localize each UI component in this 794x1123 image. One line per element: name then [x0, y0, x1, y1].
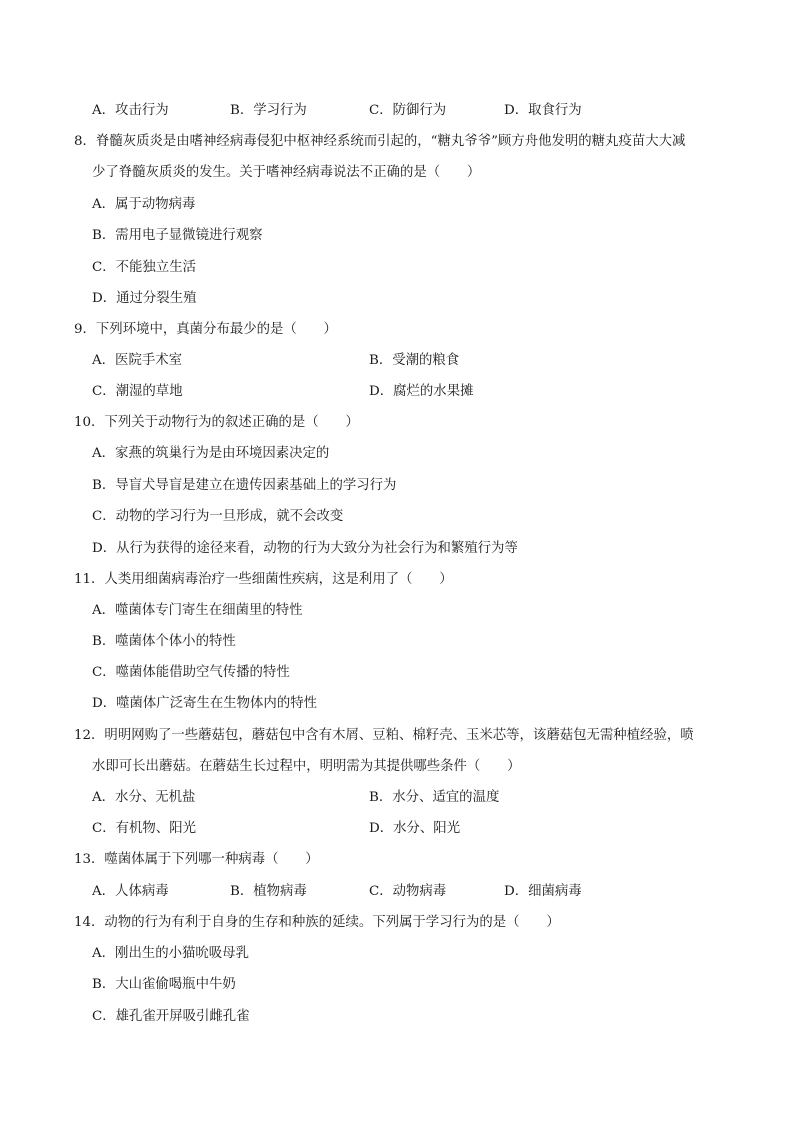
q7-option-c[interactable]: C．防御行为	[369, 103, 447, 118]
q10-option-b[interactable]: B．导盲犬导盲是建立在遗传因素基础上的学习行为	[92, 478, 397, 493]
q14-option-c[interactable]: C．雄孔雀开屏吸引雌孔雀	[92, 1009, 250, 1024]
q11-option-c[interactable]: C．噬菌体能借助空气传播的特性	[92, 665, 290, 680]
q8-option-a[interactable]: A．属于动物病毒	[92, 197, 196, 212]
q13-option-a[interactable]: A．人体病毒	[92, 884, 169, 899]
q13-stem: 13．噬菌体属于下列哪一种病毒（ ）	[74, 852, 319, 867]
q12-option-c[interactable]: C．有机物、阳光	[92, 821, 196, 836]
q9-option-b[interactable]: B．受潮的粮食	[369, 353, 460, 368]
q12-option-b[interactable]: B．水分、适宜的温度	[369, 790, 500, 805]
q7-option-d[interactable]: D．取食行为	[504, 103, 582, 118]
q13-option-b[interactable]: B．植物病毒	[230, 884, 307, 899]
q8-option-d[interactable]: D．通过分裂生殖	[92, 291, 197, 306]
q8-stem-line2: 少了脊髓灰质炎的发生。关于嗜神经病毒说法不正确的是（ ）	[92, 165, 481, 180]
q11-stem: 11．人类用细菌病毒治疗一些细菌性疾病，这是利用了（ ）	[74, 572, 453, 587]
q10-stem: 10．下列关于动物行为的叙述正确的是（ ）	[74, 415, 359, 430]
q9-option-d[interactable]: D．腐烂的水果摊	[369, 384, 474, 399]
q10-option-c[interactable]: C．动物的学习行为一旦形成，就不会改变	[92, 509, 344, 524]
q8-stem-line1: 8．脊髓灰质炎是由嗜神经病毒侵犯中枢神经系统而引起的，“糖丸爷爷”顾方舟他发明的糖丸疫苗大大减	[74, 134, 686, 149]
q11-option-a[interactable]: A．噬菌体专门寄生在细菌里的特性	[92, 603, 303, 618]
q12-option-a[interactable]: A．水分、无机盐	[92, 790, 196, 805]
q7-option-a[interactable]: A．攻击行为	[92, 103, 169, 118]
q12-option-d[interactable]: D．水分、阳光	[369, 821, 461, 836]
q13-option-c[interactable]: C．动物病毒	[369, 884, 447, 899]
q8-option-b[interactable]: B．需用电子显微镜进行观察	[92, 228, 263, 243]
q12-stem-line1: 12．明明网购了一些蘑菇包，蘑菇包中含有木屑、豆粕、棉籽壳、玉米芯等，该蘑菇包无需种植经验，喷	[74, 728, 694, 743]
q14-option-a[interactable]: A．刚出生的小猫吮吸母乳	[92, 946, 249, 961]
q11-option-b[interactable]: B．噬菌体个体小的特性	[92, 634, 236, 649]
q10-option-a[interactable]: A．家燕的筑巢行为是由环境因素决定的	[92, 446, 330, 461]
q9-option-c[interactable]: C．潮湿的草地	[92, 384, 183, 399]
q9-stem: 9．下列环境中，真菌分布最少的是（ ）	[74, 322, 337, 337]
q7-option-b[interactable]: B．学习行为	[230, 103, 307, 118]
q9-option-a[interactable]: A．医院手术室	[92, 353, 183, 368]
q14-stem: 14．动物的行为有利于自身的生存和种族的延续。下列属于学习行为的是（ ）	[74, 915, 560, 930]
q13-option-d[interactable]: D．细菌病毒	[504, 884, 582, 899]
q10-option-d[interactable]: D．从行为获得的途径来看，动物的行为大致分为社会行为和繁殖行为等	[92, 541, 518, 556]
q14-option-b[interactable]: B．大山雀偷喝瓶中牛奶	[92, 977, 236, 992]
q11-option-d[interactable]: D．噬菌体广泛寄生在生物体内的特性	[92, 696, 317, 711]
q12-stem-line2: 水即可长出蘑菇。在蘑菇生长过程中，明明需为其提供哪些条件（ ）	[92, 759, 521, 774]
q8-option-c[interactable]: C．不能独立生活	[92, 260, 196, 275]
